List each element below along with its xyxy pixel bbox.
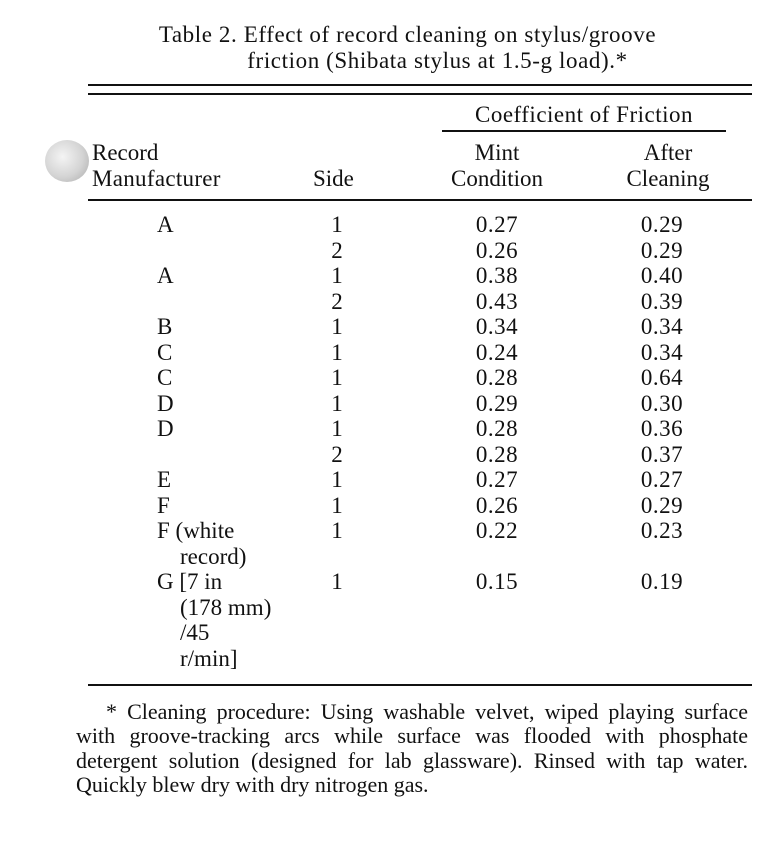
after-cleaning-cell: 0.23 [640,518,684,543]
mint-condition-cell: 0.43 [475,288,519,314]
table-row [0,365,775,391]
bottom-rule [88,684,752,686]
mint-condition-cell: 0.27 [475,467,519,492]
side-cell: 2 [331,441,343,467]
side-cell: 1 [331,339,343,365]
side-cell: 1 [331,416,343,441]
after-cleaning-cell: 0.29 [640,212,684,237]
table-row [0,467,775,493]
mint-condition-cell: 0.34 [475,314,519,339]
manufacturer-cell: F (white [157,518,235,543]
mint-condition-cell: 0.22 [475,518,519,543]
side-cell: 1 [331,569,343,594]
table-row [0,238,775,264]
after-header-line-2: Cleaning [626,166,710,191]
after-cleaning-cell: 0.19 [640,569,684,594]
table-row [0,212,775,238]
header-rule [88,199,752,201]
table-row [0,314,775,340]
side-cell: 1 [331,314,343,339]
table-row [0,518,775,544]
record-header-line-2: Manufacturer [92,166,221,191]
mint-header-line-1: Mint [474,140,520,165]
side-cell: 1 [331,492,343,518]
after-cleaning-cell: 0.37 [640,441,684,467]
mint-condition-cell: 0.26 [475,237,519,263]
mint-condition-cell: 0.38 [475,263,519,288]
after-cleaning-cell: 0.29 [640,237,684,263]
top-rule-second [88,93,752,95]
top-rule [88,84,752,86]
manufacturer-cell: /45 [180,620,210,645]
manufacturer-cell: D [157,416,174,441]
table-title-line-1: Table 2. Effect of record cleaning on stylus/groove [158,22,657,47]
table-row [0,646,775,672]
manufacturer-cell: B [157,314,173,339]
table-row [0,620,775,646]
manufacturer-cell: F [157,492,170,518]
manufacturer-cell: A [157,212,174,237]
table-row [0,595,775,621]
mint-condition-cell: 0.15 [475,569,519,594]
mint-condition-cell: 0.28 [475,441,519,467]
group-header-rule [442,130,726,132]
manufacturer-cell: A [157,263,174,288]
after-cleaning-cell: 0.34 [640,339,684,365]
manufacturer-cell: G [7 in [157,569,223,594]
manufacturer-cell: E [157,467,172,492]
side-cell: 1 [331,390,343,416]
hole-punch-mark [45,140,89,182]
after-cleaning-cell: 0.64 [640,365,684,390]
manufacturer-cell: record) [180,543,247,569]
mint-condition-cell: 0.29 [475,390,519,416]
mint-condition-cell: 0.28 [475,416,519,441]
table-title-line-2: friction (Shibata stylus at 1.5-g load).* [247,48,628,73]
after-cleaning-cell: 0.29 [640,492,684,518]
mint-condition-cell: 0.24 [475,339,519,365]
table-row [0,442,775,468]
table-row [0,416,775,442]
table-row [0,391,775,417]
mint-condition-cell: 0.28 [475,365,519,390]
after-cleaning-cell: 0.39 [640,288,684,314]
manufacturer-cell: D [157,390,174,416]
mint-condition-cell: 0.27 [475,212,519,237]
manufacturer-cell: (178 mm) [180,594,272,620]
after-cleaning-cell: 0.34 [640,314,684,339]
after-cleaning-cell: 0.27 [640,467,684,492]
side-cell: 2 [331,288,343,314]
after-cleaning-cell: 0.30 [640,390,684,416]
footnote-text: * Cleaning procedure: Using washable velvet, wiped playing surface with groove-tracking arcs while surface was flooded with phosphate detergent solution (designed for lab glassware). Rinsed with tap water. Quickly blew dry with dry nitrogen gas. [76,699,748,797]
after-header-line-1: After [643,140,693,165]
table-row [0,493,775,519]
manufacturer-cell: r/min] [180,645,238,671]
table-row [0,569,775,595]
side-cell: 2 [331,237,343,263]
manufacturer-cell: C [157,339,173,365]
table-body [0,212,775,671]
side-cell: 1 [331,212,343,237]
manufacturer-cell: C [157,365,173,390]
side-cell: 1 [331,263,343,288]
table-row [0,289,775,315]
coefficient-group-header: Coefficient of Friction [474,102,694,127]
side-cell: 1 [331,365,343,390]
table-row [0,263,775,289]
after-cleaning-cell: 0.40 [640,263,684,288]
mint-condition-cell: 0.26 [475,492,519,518]
after-cleaning-cell: 0.36 [640,416,684,441]
mint-header-line-2: Condition [450,166,543,191]
footnote [76,700,748,797]
side-cell: 1 [331,518,343,543]
side-header: Side [313,166,354,191]
record-header-line-1: Record [92,140,159,165]
table-row [0,340,775,366]
side-cell: 1 [331,467,343,492]
table-row [0,544,775,570]
